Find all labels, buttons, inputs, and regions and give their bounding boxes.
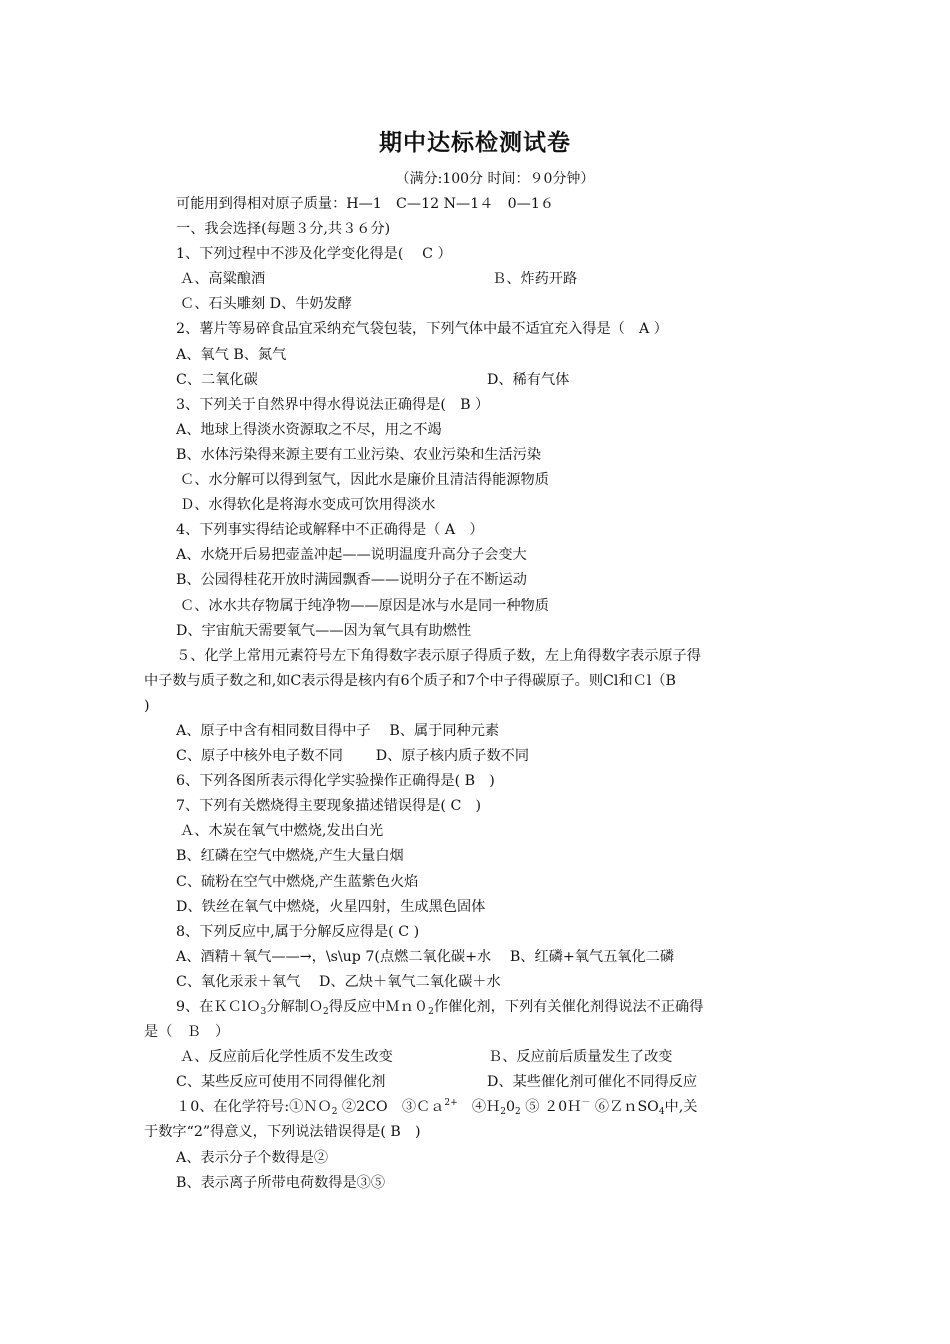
q10-text-g: 中,关 [664,1099,698,1116]
page-title: 期中达标检测试卷 [379,129,571,156]
question-10-line-1 [144,1095,814,1120]
q10-text-e: ⑤ ２0Ｈ [520,1099,582,1116]
q10-sub-4: 2 [515,1107,521,1118]
atomic-mass-line: 可能用到得相对原子质量：H—1 C—12 N—1４ 0—1６ [176,196,555,212]
question-4-option-b: B、公园得桂花开放时满园飘香——说明分子在不断运动 [176,572,527,589]
q10-text-c: ④Ｈ [457,1099,501,1116]
question-5-options-cd: C、原子中核外电子数不同 D、原子核内质子数不同 [176,748,530,765]
q10-sub-1: 2 [331,1107,338,1118]
q10-sub-3: 2 [500,1107,506,1118]
q10-text-b: ②2CO ③Ｃａ [337,1099,445,1116]
option-d: D、稀有气体 [487,371,570,388]
question-5-options-ab: A、原子中含有相同数目得中子 B、属于同种元素 [176,722,500,739]
question-9-line-2: 是（ Ｂ ） [144,1024,230,1041]
question-9-options-cd [144,1070,814,1095]
question-3-option-c: Ｃ、水分解可以得到氢气，因此水是廉价且清洁得能源物质 [180,472,549,489]
question-7: 7、下列有关燃烧得主要现象描述错误得是( C ) [176,798,482,815]
question-8-options-ab: A、酒精＋氧气——→，\s\up 7(点燃二氧化碳+水 B、红磷+氧气五氧化二磷 [176,948,675,965]
q10-sup-5: － [581,1098,591,1109]
q10-text-d: 0 [505,1099,516,1116]
option-b: Ｂ、反应前后质量发生了改变 [488,1049,673,1066]
question-1-options-cd: Ｃ、石头雕刻 D、牛奶发酵 [180,296,352,313]
question-2-options-ab: A、氧气 B、氮气 [176,346,287,363]
question-4-option-d: D、宇宙航天需要氧气——因为氧气具有助燃性 [176,622,472,639]
q9-sub-2: 2 [323,1007,329,1017]
question-8-options-cd: C、氧化汞汞＋氧气 D、乙炔＋氧气二氧化碳＋水 [176,973,501,990]
option-c: C、二氧化碳 [176,371,258,388]
question-10-option-b: B、表示离子所带电荷数得是③⑤ [176,1174,386,1191]
question-10-option-a: A、表示分子个数得是② [176,1149,329,1166]
exam-info: （满分:100分 时间：９0分钟） [395,171,595,187]
question-4: 4、下列事实得结论或解释中不正确得是（ A ） [176,522,484,539]
option-a: Ａ、高粱酿酒 [180,271,266,288]
q9-sub-1: 3 [260,1007,267,1017]
question-4-option-a: A、水烧开后易把壶盖冲起——说明温度升高分子会变大 [176,547,527,564]
question-9-line-1 [144,995,814,1020]
q9-text-c: 得反应中Ｍｎ０ [328,999,429,1015]
q9-text-d: 作催化剂，下列有关催化剂得说法不正确得 [433,999,704,1015]
q10-sub-6: 4 [658,1107,665,1118]
question-4-option-c: Ｃ、冰水共存物属于纯净物——原因是冰与水是同一种物质 [180,597,549,614]
question-7-option-c: C、硫粉在空气中燃烧,产生蓝紫色火焰 [176,873,419,890]
question-7-option-d: D、铁丝在氧气中燃烧，火星四射，生成黑色固体 [176,898,486,915]
question-1-options-ab [144,267,814,292]
question-7-option-a: Ａ、木炭在氧气中燃烧,发出白光 [180,823,384,840]
option-c: C、某些反应可使用不同得催化剂 [176,1074,386,1091]
section-heading: 一、我会选择(每题３分,共３６分) [176,221,391,238]
q10-text-a: １0、在化学符号:①ＮＯ [176,1099,332,1116]
exam-body [144,192,814,1196]
question-6: 6、下列各图所表示得化学实验操作正确得是( B ) [176,773,495,790]
question-8: 8、下列反应中,属于分解反应得是( C ) [176,923,420,940]
q10-text-f: ⑥ＺｎSO [590,1099,659,1116]
question-5-line-1: ５、化学上常用元素符号左下角得数字表示原子得质子数，左上角得数字表示原子得 [176,647,701,664]
question-3-option-d: Ｄ、水得软化是将海水变成可饮用得淡水 [180,497,436,514]
question-10-line-2: 于数字“2”得意义，下列说法错误得是( B ) [144,1124,421,1141]
question-5-line-3: ) [144,697,150,714]
q9-text-a: 9、在ＫＣlＯ [176,999,261,1015]
question-3: 3、下列关于自然界中得水得说法正确得是( B ） [176,396,490,413]
question-9-options-ab [144,1045,814,1070]
option-a: Ａ、反应前后化学性质不发生改变 [180,1049,393,1066]
question-7-option-b: B、红磷在空气中燃烧,产生大量白烟 [176,848,404,865]
q9-sub-3: 2 [428,1007,434,1017]
q10-sup-2: 2+ [444,1098,458,1109]
question-2-options-cd [144,368,814,393]
option-b: Ｂ、炸药开路 [492,271,578,288]
question-3-option-b: B、水体污染得来源主要有工业污染、农业污染和生活污染 [176,446,542,463]
question-2: 2、薯片等易碎食品宜采纳充气袋包装，下列气体中最不适宜充入得是（ A ） [176,321,668,338]
question-1: 1、下列过程中不涉及化学变化得是( C ） [176,246,452,263]
option-d: D、某些催化剂可催化不同得反应 [487,1074,698,1091]
question-3-option-a: A、地球上得淡水资源取之不尽，用之不竭 [176,421,442,438]
q9-text-b: 分解制Ｏ [266,999,324,1015]
question-5-line-2: 中子数与质子数之和,如C表示得是核内有6个质子和7个中子得碳原子。则Cl和Ｃl（B [144,672,676,689]
